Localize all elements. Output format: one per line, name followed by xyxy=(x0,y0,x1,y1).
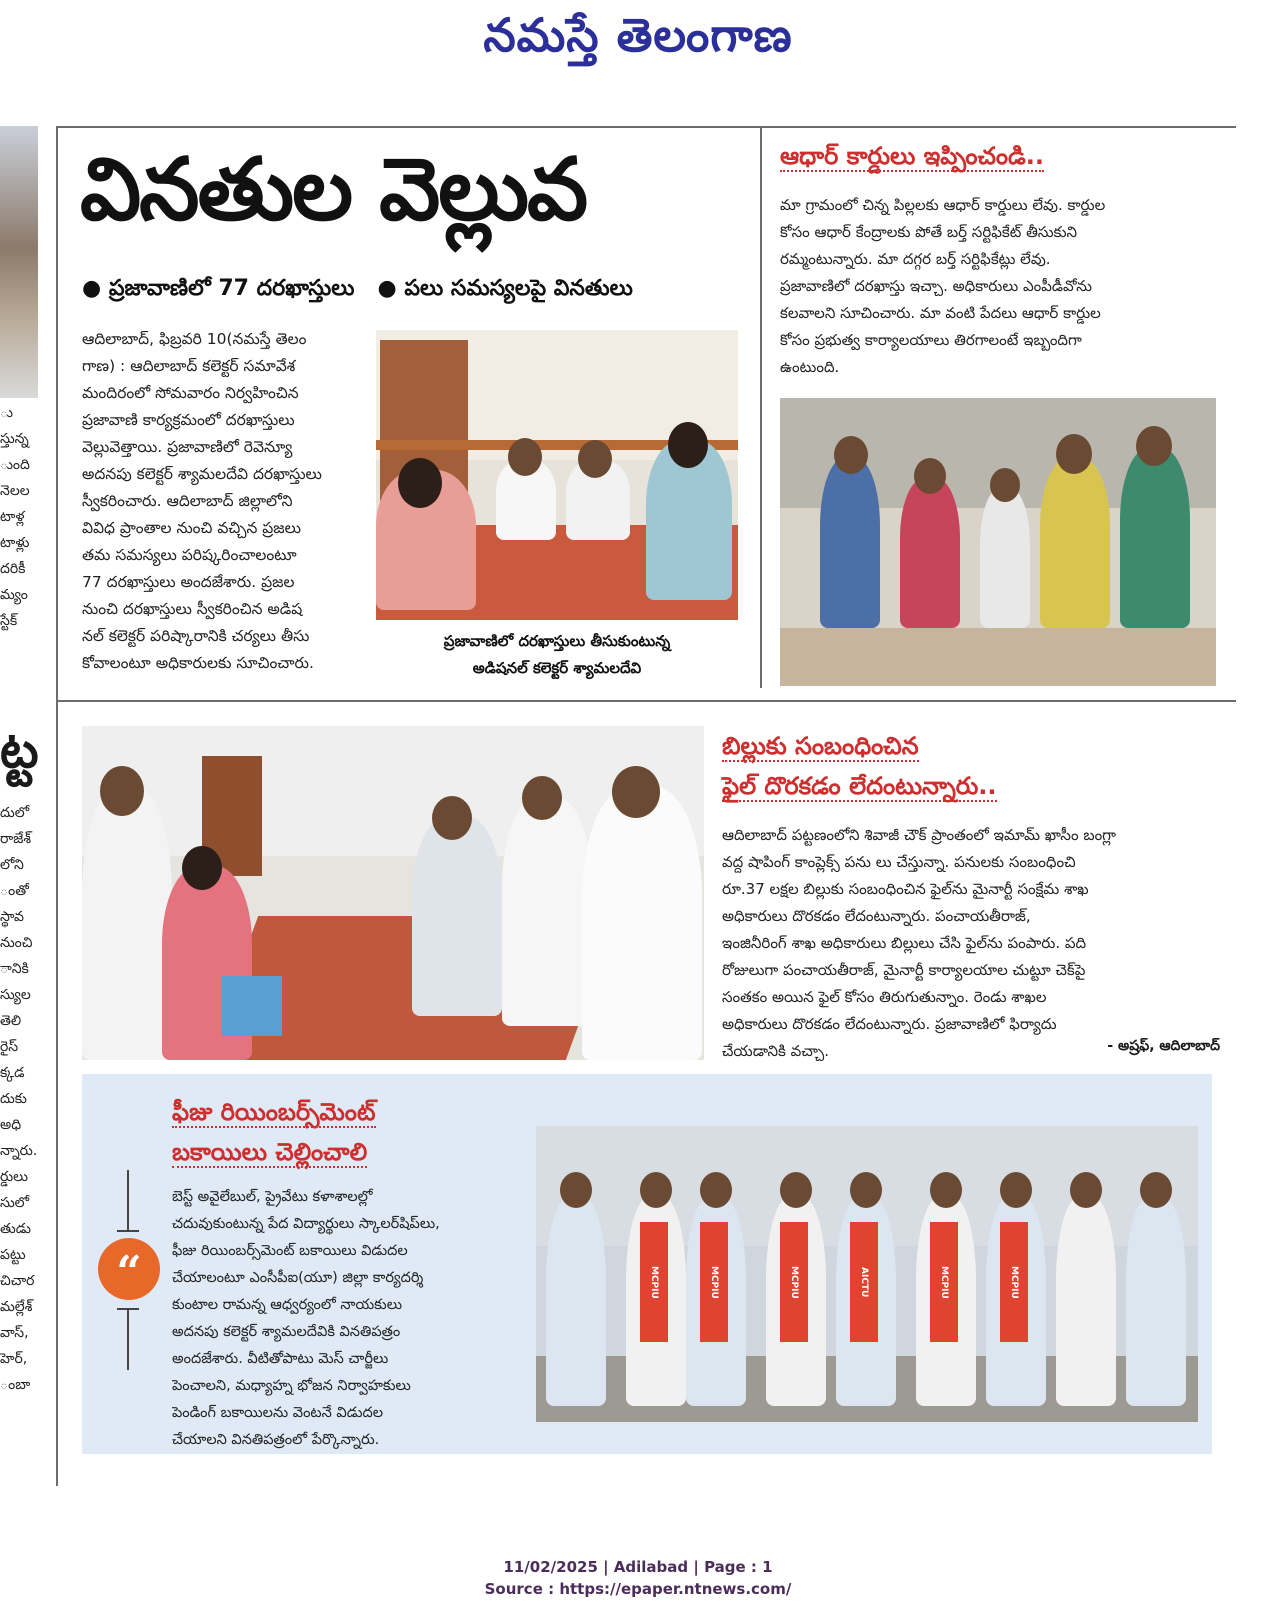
body-line: స్వీకరించారు. ఆదిలాబాద్ జిల్లాలోని xyxy=(82,492,293,510)
left-strip-line: సులో xyxy=(0,1195,30,1211)
left-strip-line: దరికీ xyxy=(0,561,26,577)
body-line: రూ.37 లక్షల బిల్లుకు సంబంధించిన ఫైల్‌ను మైనార్టీ సంక్షేమ శాఖ xyxy=(722,880,1089,898)
body-line: పెండింగ్ బకాయిలను వెంటనే విడుదల xyxy=(172,1405,383,1421)
body-line: మందిరంలో సోమవారం నిర్వహించిన xyxy=(82,384,299,402)
body-line: చదువుకుంటున్న పేద విద్యార్థులు స్కాలర్‌షిప్‌లు, xyxy=(172,1216,440,1232)
protester-head xyxy=(560,1172,592,1208)
party-sash: MCPIU xyxy=(1000,1222,1028,1342)
footer-source: Source : https://epaper.ntnews.com/ xyxy=(484,1580,792,1598)
body-line: సంతకం అయిన ఫైల్ కోసం తిరుగుతున్నాం. రెండు శాఖల xyxy=(722,988,1047,1006)
body-line: చేయడానికి వచ్చా. xyxy=(722,1042,830,1060)
protester-head xyxy=(780,1172,812,1208)
applicants-photo xyxy=(82,726,704,1060)
body-line: ఫీజు రియింబర్స్‌మెంట్ బకాయిలు విడుదల xyxy=(172,1243,408,1259)
quote-line-bottom xyxy=(127,1310,129,1370)
body-line: వివిధ ప్రాంతాల నుంచి వచ్చిన ప్రజలు xyxy=(82,519,301,537)
left-strip-text xyxy=(0,400,40,634)
left-strip-line: తుడు xyxy=(0,1221,31,1237)
protester-head xyxy=(1000,1172,1032,1208)
left-strip-line: న్నారు. xyxy=(0,1143,38,1159)
party-sash: MCPIU xyxy=(780,1222,808,1342)
headline-text: ఫైల్ దొరకడం లేదంటున్నారు.. xyxy=(722,772,997,800)
headline-text: ఆధార్ కార్డులు ఇప్పించండి.. xyxy=(780,142,1045,170)
left-strip-line: స్యుల xyxy=(0,987,31,1003)
protester-figure xyxy=(1126,1196,1186,1406)
body-line: వద్ద షాపింగ్ కాంప్లెక్స్ పను లు చేస్తున్నా. పనులకు సంబంధించి xyxy=(722,853,1076,871)
left-strip-text-2 xyxy=(0,800,40,1398)
body-line: పెంచాలని, మధ్యాహ్న భోజన నిర్వాహకులు xyxy=(172,1378,411,1394)
headline-text: ఫీజు రియింబర్స్‌మెంట్ xyxy=(172,1098,376,1126)
left-strip-line: వాస్, xyxy=(0,1325,29,1341)
left-strip-line: స్తున్న xyxy=(0,431,29,447)
body-line: తమ సమస్యలు పరిష్కరించాలంటూ xyxy=(82,546,297,564)
top-rule xyxy=(56,126,1236,128)
body-line: మా గ్రామంలో చిన్న పిల్లలకు ఆధార్ కార్డులు లేవు. కార్డుల xyxy=(780,196,1106,214)
party-sash: MCPIU xyxy=(930,1222,958,1342)
party-sash: AICTU xyxy=(850,1222,878,1342)
quote-tick xyxy=(117,1230,139,1232)
party-sash: MCPIU xyxy=(700,1222,728,1342)
protester-head xyxy=(640,1172,672,1208)
bullet-icon: ● xyxy=(82,276,102,301)
body-line: అధికారులు దొరకడం లేదంటున్నారు. ప్రజావాణిలో ఫిర్యాదు xyxy=(722,1015,1057,1033)
left-strip-line: ర్డులు xyxy=(0,1169,28,1185)
story-body xyxy=(780,192,1210,381)
headline-text: బిల్లుకు సంబంధించిన xyxy=(722,732,919,760)
left-strip-line: మ్యం xyxy=(0,587,28,603)
left-strip-photo xyxy=(0,126,38,398)
left-strip-line: స్టేక్‌ xyxy=(0,613,18,629)
protester-head xyxy=(850,1172,882,1208)
collector-office-photo xyxy=(376,330,738,620)
body-line: కోవాలంటూ అధికారులకు సూచించారు. xyxy=(82,654,314,672)
protester-head xyxy=(700,1172,732,1208)
left-strip-line: దులో xyxy=(0,805,30,821)
protest-photo xyxy=(536,1126,1198,1422)
protester-figure xyxy=(1056,1196,1116,1406)
left-strip-line: టాళ్ల xyxy=(0,509,25,525)
body-line: రోజులుగా పంచాయతీరాజ్, మైనార్టీ కార్యాలయాల చుట్టూ చెక్‌పై xyxy=(722,961,1086,979)
left-strip-line: చిచార xyxy=(0,1273,35,1289)
left-strip-line: ుంది xyxy=(0,457,30,473)
body-line: కుంటాల రామన్న ఆధ్వర్యంలో నాయకులు xyxy=(172,1297,402,1313)
body-line: కోసం ఆధార్ కేంద్రాలకు పోతే బర్త్ సర్టిఫికేట్ తీసుకుని xyxy=(780,223,1078,241)
quote-line-top xyxy=(127,1170,129,1230)
protester-head xyxy=(930,1172,962,1208)
story-body xyxy=(82,326,374,677)
section-rule xyxy=(56,700,1236,702)
left-strip-line: దుకు xyxy=(0,1091,27,1107)
story-headline-red xyxy=(172,1092,532,1172)
footer-date-page: 11/02/2025 | Adilabad | Page : 1 xyxy=(503,1558,773,1576)
protester-head xyxy=(1070,1172,1102,1208)
left-strip-line: తెలి xyxy=(0,1013,22,1029)
body-line: ప్రజావాణిలో దరఖాస్తు ఇచ్చా. అధికారులు ఎంపీడీవోను xyxy=(780,277,1092,295)
left-strip-line: ంబా xyxy=(0,1377,31,1393)
left-strip-line: ానికి xyxy=(0,961,29,977)
story-subhead xyxy=(82,276,762,306)
body-line: కోసం ప్రభుత్వ కార్యాలయాలు తిరగాలంటే ఇబ్బందిగా xyxy=(780,331,1082,349)
left-strip-line: లోని xyxy=(0,857,24,873)
left-strip-headline-fragment: ట్ట xyxy=(0,720,39,779)
subhead-bullet-2: పలు సమస్యలపై వినతులు xyxy=(404,276,633,301)
body-line: చేయాలని వినతిపత్రంలో పేర్కొన్నారు. xyxy=(172,1432,380,1448)
bullet-icon: ● xyxy=(377,276,397,301)
body-line: అధికారులు దొరకడం లేదంటున్నారు. పంచాయతీరాజ్, xyxy=(722,907,1031,925)
left-strip-line: హెర్, xyxy=(0,1351,28,1367)
body-line: అందజేశారు. వీటితోపాటు మెస్ చార్జీలు xyxy=(172,1351,389,1367)
left-strip-line: ంతో xyxy=(0,883,29,899)
protester-figure xyxy=(546,1196,606,1406)
byline: - అష్రఫ్, ఆదిలాబాద్ xyxy=(1107,1038,1220,1054)
body-line: కలవాలని సూచించారు. మా వంటి పేదలు ఆధార్ కార్డుల xyxy=(780,304,1101,322)
column-divider xyxy=(760,126,762,688)
party-sash: MCPIU xyxy=(640,1222,668,1342)
body-line: గాణ) : ఆదిలాబాద్ కలెక్టర్ సమావేశ xyxy=(82,357,296,375)
headline-text: బకాయిలు చెల్లించాలి xyxy=(172,1138,368,1166)
masthead-logo: నమస్తే తెలంగాణ xyxy=(483,8,793,62)
column-divider xyxy=(56,126,58,1486)
left-strip-line: క్కడ xyxy=(0,1065,25,1081)
body-line: 77 దరఖాస్తులు అందజేశారు. ప్రజల xyxy=(82,573,295,591)
body-line: బెస్ట్ అవైలేబుల్, ప్రైవేటు కళాశాలల్లో xyxy=(172,1189,373,1205)
caption-line: అడిషనల్ కలెక్టర్ శ్యామలదేవి xyxy=(472,659,642,677)
left-strip-line: స్థావ xyxy=(0,909,24,925)
body-line: రమ్మంటున్నారు. మా దగ్గర బర్త్ సర్టిఫికేట్లు లేవు. xyxy=(780,250,1051,268)
story-body xyxy=(722,822,1220,1065)
body-line: ఉంటుంది. xyxy=(780,358,840,376)
body-line: చేయాలంటూ ఎంసీపీఐ(యూ) జిల్లా కార్యదర్శి xyxy=(172,1270,424,1286)
left-strip-line: రాజేశ్ xyxy=(0,831,32,847)
left-strip-line: నుంచి xyxy=(0,935,33,951)
photo-caption xyxy=(376,628,738,682)
left-strip-line: నెలల xyxy=(0,483,30,499)
body-line: నుంచి దరఖాస్తులు స్వీకరించిన అడిష xyxy=(82,600,303,618)
body-line: అదనపు కలెక్టర్ శ్యామలదేవికి వినతిపత్రం xyxy=(172,1324,401,1340)
left-strip-line: అధి xyxy=(0,1117,22,1133)
caption-line: ప్రజావాణిలో దరఖాస్తులు తీసుకుంటున్న xyxy=(443,632,671,650)
body-line: ఆదిలాబాద్ పట్టణంలోని శివాజీ చౌక్ ప్రాంతంలో ఇమామ్ ఖాసీం బంగ్లా xyxy=(722,826,1116,844)
body-line: అదనపు కలెక్టర్ శ్యామలదేవి దరఖాస్తులు xyxy=(82,465,322,483)
quote-icon: “ xyxy=(98,1238,160,1300)
body-line: నల్ కలెక్టర్ పరిష్కారానికి చర్యలు తీసు xyxy=(82,627,310,645)
left-strip-line: ు xyxy=(0,405,13,421)
story-headline-red xyxy=(780,136,1220,176)
left-strip-line: పట్టు xyxy=(0,1247,26,1263)
body-line: ఆదిలాబాద్, ఫిబ్రవరి 10(నమస్తే తెలం xyxy=(82,330,307,348)
body-line: ఇంజినీరింగ్ శాఖ అధికారులు బిల్లులు చేసి ఫైల్‌ను పంపారు. పది xyxy=(722,934,1087,952)
story-headline: వినతుల వెల్లువ xyxy=(80,139,587,240)
left-strip-line: టాళ్లు xyxy=(0,535,30,551)
story-body xyxy=(172,1184,518,1454)
body-line: వెల్లువెత్తాయి. ప్రజావాణిలో రెవెన్యూ xyxy=(82,438,293,456)
body-line: ప్రజావాణి కార్యక్రమంలో దరఖాస్తులు xyxy=(82,411,295,429)
left-strip-line: మల్లేశ్ xyxy=(0,1299,33,1315)
protester-head xyxy=(1140,1172,1172,1208)
left-strip-line: రైస్ xyxy=(0,1039,19,1055)
story-headline-red xyxy=(722,726,1222,806)
subhead-bullet-1: ప్రజావాణిలో 77 దరఖాస్తులు xyxy=(108,276,355,301)
villagers-photo xyxy=(780,398,1216,686)
